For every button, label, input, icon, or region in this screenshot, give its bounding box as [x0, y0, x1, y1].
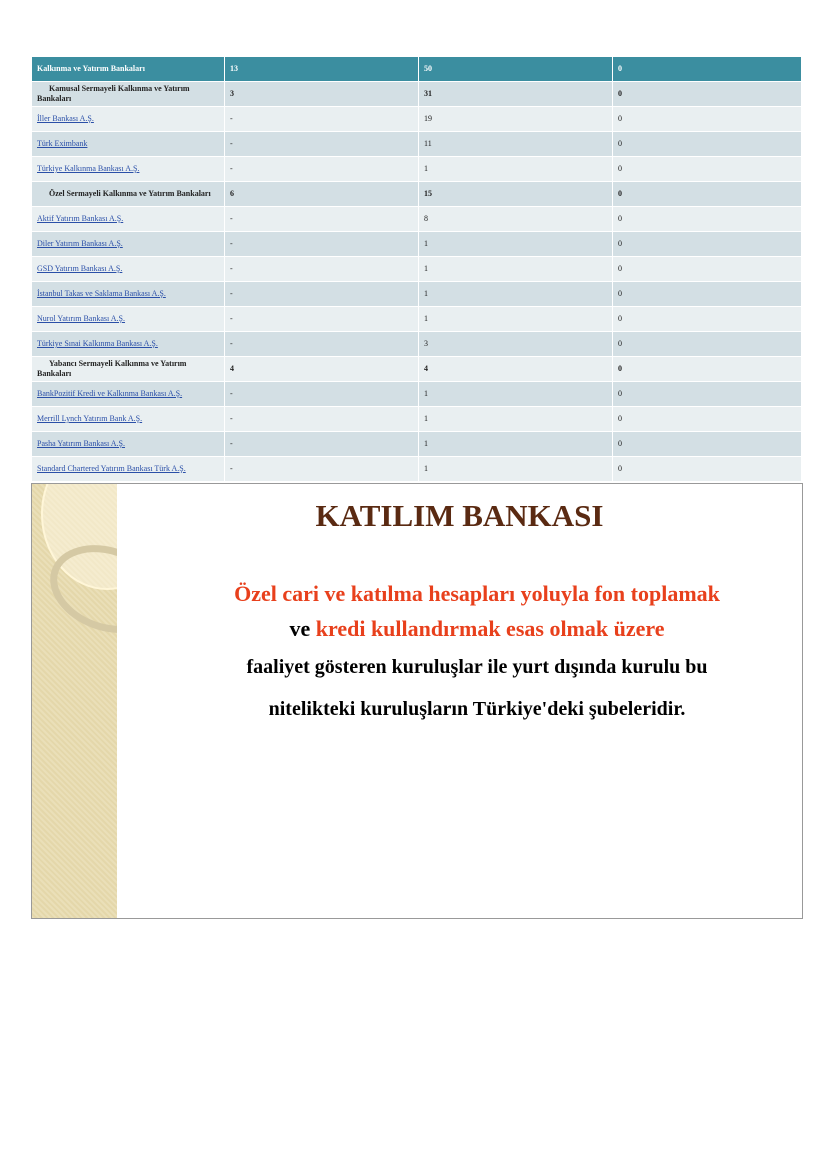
bank-name-cell: [32, 282, 225, 307]
bank-link[interactable]: Aktif Yatırım Bankası A.Ş.: [37, 214, 124, 223]
bank-name-cell: [32, 332, 225, 357]
bank-name-cell: [32, 232, 225, 257]
bank-link[interactable]: BankPozitif Kredi ve Kalkınma Bankası A.Ş.: [37, 389, 183, 398]
table-row: [32, 207, 802, 232]
table-header-row: [32, 57, 802, 82]
cell: 0: [613, 107, 802, 132]
bank-link[interactable]: Türk Eximbank: [37, 139, 88, 148]
table-row: [32, 457, 802, 482]
group-row: [32, 357, 802, 382]
bank-link[interactable]: İller Bankası A.Ş.: [37, 114, 94, 123]
slide-line-4: nitelikteki kuruluşların Türkiye'deki şubeleridir.: [268, 698, 686, 720]
cell: 0: [613, 382, 802, 407]
cell: -: [225, 232, 419, 257]
cell: -: [225, 407, 419, 432]
cell: 1: [419, 457, 613, 482]
cell: -: [225, 257, 419, 282]
cell: -: [225, 132, 419, 157]
cell: 0: [613, 332, 802, 357]
cell: 0: [613, 357, 802, 382]
cell: 8: [419, 207, 613, 232]
group-name-cell: [32, 182, 225, 207]
cell: -: [225, 107, 419, 132]
header-cell: 13: [225, 57, 419, 82]
banks-table: [32, 57, 802, 482]
group-name: Özel Sermayeli Kalkınma ve Yatırım Bankaları: [49, 189, 211, 198]
group-row: [32, 82, 802, 107]
cell: 0: [613, 82, 802, 107]
cell: -: [225, 282, 419, 307]
table-row: [32, 382, 802, 407]
cell: 1: [419, 407, 613, 432]
cell: 0: [613, 157, 802, 182]
cell: 11: [419, 132, 613, 157]
cell: 0: [613, 407, 802, 432]
ring-decoration-icon: [32, 484, 117, 918]
slide-line-2b: kredi kullandırmak esas olmak üzere: [315, 616, 665, 641]
group-name-cell: [32, 82, 225, 107]
table-row: [32, 332, 802, 357]
slide-line-2: [152, 616, 802, 642]
cell: 19: [419, 107, 613, 132]
table-row: [32, 307, 802, 332]
bank-link[interactable]: Pasha Yatırım Bankası A.Ş.: [37, 439, 126, 448]
slide-title: KATILIM BANKASI: [315, 498, 604, 533]
cell: 0: [613, 257, 802, 282]
bank-link[interactable]: Diler Yatırım Bankası A.Ş.: [37, 239, 123, 248]
group-name-cell: [32, 357, 225, 382]
cell: 1: [419, 282, 613, 307]
cell: 1: [419, 232, 613, 257]
cell: -: [225, 207, 419, 232]
group-name: Kamusal Sermayeli Kalkınma ve Yatırım Bankaları: [37, 84, 190, 103]
cell: 0: [613, 307, 802, 332]
bank-name-cell: [32, 257, 225, 282]
cell: 1: [419, 382, 613, 407]
page-content: [31, 57, 803, 919]
bank-name-cell: [32, 107, 225, 132]
table-row: [32, 257, 802, 282]
bank-name-cell: [32, 432, 225, 457]
cell: 1: [419, 432, 613, 457]
table-row: [32, 432, 802, 457]
cell: -: [225, 307, 419, 332]
cell: 1: [419, 257, 613, 282]
cell: -: [225, 157, 419, 182]
cell: 15: [419, 182, 613, 207]
cell: -: [225, 382, 419, 407]
cell: 0: [613, 457, 802, 482]
cell: 31: [419, 82, 613, 107]
bank-link[interactable]: Merrill Lynch Yatırım Bank A.Ş.: [37, 414, 143, 423]
cell: -: [225, 332, 419, 357]
cell: 0: [613, 232, 802, 257]
table-row: [32, 282, 802, 307]
cell: 1: [419, 307, 613, 332]
table-row: [32, 407, 802, 432]
bank-name-cell: [32, 382, 225, 407]
slide-line-2a: ve: [289, 616, 311, 641]
bank-link[interactable]: Standard Chartered Yatırım Bankası Türk A.Ş.: [37, 464, 186, 473]
group-row: [32, 182, 802, 207]
header-cell: Kalkınma ve Yatırım Bankaları: [32, 57, 225, 82]
cell: -: [225, 457, 419, 482]
cell: 4: [419, 357, 613, 382]
cell: 0: [613, 207, 802, 232]
cell: -: [225, 432, 419, 457]
slide-line-1: Özel cari ve katılma hesapları yoluyla fon toplamak: [234, 581, 720, 606]
cell: 1: [419, 157, 613, 182]
cell: 3: [225, 82, 419, 107]
cell: 0: [613, 432, 802, 457]
bank-name-cell: [32, 207, 225, 232]
bank-link[interactable]: İstanbul Takas ve Saklama Bankası A.Ş.: [37, 289, 166, 298]
bank-link[interactable]: Türkiye Kalkınma Bankası A.Ş.: [37, 164, 140, 173]
cell: 0: [613, 182, 802, 207]
bank-name-cell: [32, 407, 225, 432]
table-row: [32, 232, 802, 257]
header-cell: 0: [613, 57, 802, 82]
cell: 0: [613, 282, 802, 307]
header-cell: 50: [419, 57, 613, 82]
cell: 3: [419, 332, 613, 357]
bank-link[interactable]: Türkiye Sınai Kalkınma Bankası A.Ş.: [37, 339, 158, 348]
slide-line-3: faaliyet gösteren kuruluşlar ile yurt dışında kurulu bu: [246, 656, 708, 678]
bank-name-cell: [32, 307, 225, 332]
cell: 0: [613, 132, 802, 157]
table-row: [32, 157, 802, 182]
decorative-strip: [32, 484, 117, 918]
cell: 6: [225, 182, 419, 207]
cell: 4: [225, 357, 419, 382]
table-body: [32, 82, 802, 482]
table-row: [32, 132, 802, 157]
bank-name-cell: [32, 157, 225, 182]
bank-link[interactable]: GSD Yatırım Bankası A.Ş.: [37, 264, 123, 273]
table-row: [32, 107, 802, 132]
bank-link[interactable]: Nurol Yatırım Bankası A.Ş.: [37, 314, 126, 323]
bank-name-cell: [32, 457, 225, 482]
group-name: Yabancı Sermayeli Kalkınma ve Yatırım Bankaları: [37, 359, 187, 378]
bank-name-cell: [32, 132, 225, 157]
slide: [31, 483, 803, 919]
